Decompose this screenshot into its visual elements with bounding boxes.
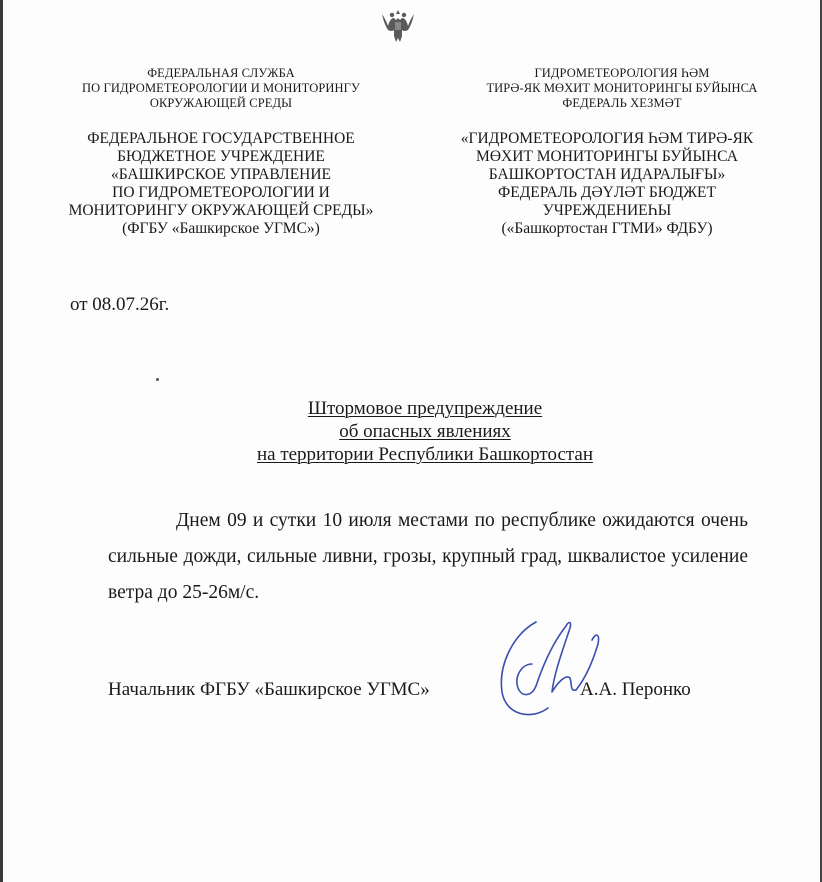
- signatory-name: А.А. Перонко: [580, 679, 691, 700]
- org-right-line: «ГИДРОМЕТЕОРОЛОГИЯ ҺӘМ ТИРӘ-ЯК: [460, 130, 754, 147]
- header-right: [412, 66, 822, 111]
- org-left-line: БЮДЖЕТНОЕ УЧРЕЖДЕНИЕ: [117, 148, 325, 165]
- org-right-line: ФЕДЕРАЛЬ ДӘҮЛӘТ БЮДЖЕТ: [498, 184, 716, 201]
- scan-speck: [156, 378, 159, 381]
- title-line: об опасных явлениях: [339, 421, 511, 442]
- double-headed-eagle-emblem-icon: [378, 6, 418, 46]
- header-left-line: ОКРУЖАЮЩЕЙ СРЕДЫ: [149, 96, 293, 110]
- signatory-position: Начальник ФГБУ «Башкирское УГМС»: [108, 679, 430, 700]
- header-right-line: ТИРӘ-ЯК МӨХИТ МОНИТОРИНГЫ БУЙЫНСА: [486, 81, 758, 95]
- document-date: от 08.07.26г.: [70, 294, 170, 315]
- scan-edge-left: [0, 0, 3, 882]
- org-left-line: ПО ГИДРОМЕТЕОРОЛОГИИ И: [112, 184, 330, 201]
- header-right-line: ФЕДЕРАЛЬ ХЕЗМӘТ: [562, 96, 682, 110]
- title-line: на территории Республики Башкортостан: [256, 444, 594, 465]
- header-left: [40, 66, 402, 111]
- organization-name-left: [40, 130, 402, 238]
- org-left-line: (ФГБУ «Башкирское УГМС»): [122, 220, 320, 237]
- org-left-line: ФЕДЕРАЛЬНОЕ ГОСУДАРСТВЕННОЕ: [87, 130, 355, 147]
- warning-paragraph: Днем 09 и сутки 10 июля местами по республике ожидаются очень сильные дожди, сильные ливни, грозы, крупный град, шквалистое усиление ветра до 25-26м/с.: [108, 510, 748, 603]
- header-left-line: ПО ГИДРОМЕТЕОРОЛОГИИ И МОНИТОРИНГУ: [82, 81, 360, 95]
- org-left-line: МОНИТОРИНГУ ОКРУЖАЮЩЕЙ СРЕДЫ»: [68, 202, 374, 219]
- handwritten-signature-icon: [496, 604, 616, 724]
- org-right-line: («Башкортостан ГТМИ» ФДБУ): [501, 220, 713, 237]
- header-left-line: ФЕДЕРАЛЬНАЯ СЛУЖБА: [147, 66, 295, 80]
- document-title: [180, 397, 670, 466]
- organization-name-right: [412, 130, 802, 238]
- header-right-line: ГИДРОМЕТЕОРОЛОГИЯ ҺӘМ: [534, 66, 710, 80]
- warning-body: [108, 503, 748, 611]
- org-right-line: БАШКОРТОСТАН ИДАРАЛЫҒЫ»: [488, 166, 726, 183]
- org-right-line: УЧРЕЖДЕНИЕҺЫ: [542, 202, 672, 219]
- org-right-line: МӨХИТ МОНИТОРИНГЫ БУЙЫНСА: [476, 148, 738, 165]
- title-line: Штормовое предупреждение: [307, 398, 543, 419]
- org-left-line: «БАШКИРСКОЕ УПРАВЛЕНИЕ: [110, 166, 332, 183]
